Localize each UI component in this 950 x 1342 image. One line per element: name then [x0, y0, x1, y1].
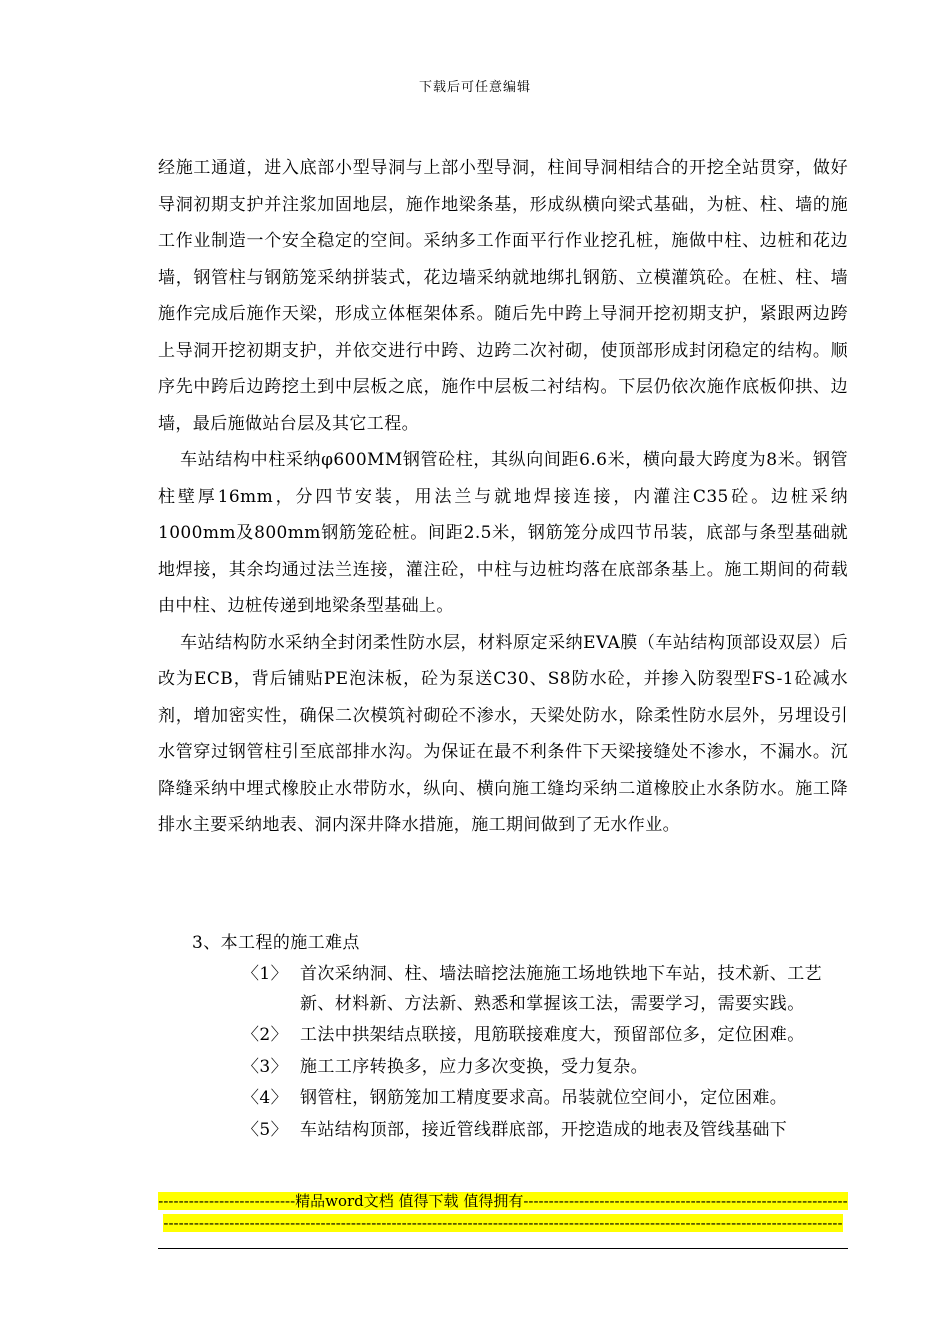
page-header: 下载后可任意编辑: [418, 80, 531, 95]
list-item: [242, 1053, 852, 1083]
list-item-text: 钢管柱，钢筋笼加工精度要求高。吊装就位空间小，定位困难。: [300, 1088, 788, 1108]
list-item: [242, 1116, 852, 1146]
list-item: [242, 960, 852, 1019]
paragraph-continued: 经施工通道，进入底部小型导洞与上部小型导洞，柱间导洞相结合的开挖全站贯穿，做好导洞初期支护并注浆加固地层，施作地梁条基，形成纵横向梁式基础，为桩、柱、墙的施工作业制造一个安全稳定的空间。采纳多工作面平行作业挖孔桩，施做中柱、边桩和花边墙，钢管柱与钢筋笼采纳拼装式，花边墙采纳就地绑扎钢筋、立模灌筑砼。在桩、柱、墙施作完成后施作天梁，形成立体框架体系。随后先中跨上导洞开挖初期支护，紧跟两边跨上导洞开挖初期支护，并依交进行中跨、边跨二次衬砌，使顶部形成封闭稳定的结构。顺序先中跨后边跨挖土到中层板之底，施作中层板二衬结构。下层仍依次施作底板仰拱、边墙，最后施做站台层及其它工程。: [158, 158, 848, 434]
paragraph-waterproofing: 车站结构防水采纳全封闭柔性防水层，材料原定采纳EVA膜（车站结构顶部设双层）后改为ECB，背后铺贴PE泡沫板，砼为泵送C30、S8防水砼，并掺入防裂型FS-1砼减水剂，增加密实性，确保二次模筑衬砌砼不渗水，天梁处防水，除柔性防水层外，另埋设引水管穿过钢管柱引至底部排水沟。为保证在最不利条件下天梁接缝处不渗水，不漏水。沉降缝采纳中埋式橡胶止水带防水，纵向、横向施工缝均采纳二道橡胶止水条防水。施工降排水主要采纳地表、洞内深井降水措施，施工期间做到了无水作业。: [158, 632, 848, 835]
list-item-text: 工法中拱架结点联接，甩筋联接难度大，预留部位多，定位困难。: [300, 1025, 805, 1045]
list-item-text: 首次采纳洞、柱、墙法暗挖法施施工场地铁地下车站，技术新、工艺新、材料新、方法新、熟悉和掌握该工法，需要学习，需要实践。: [300, 964, 822, 1014]
list-item-number: 〈2〉: [242, 1025, 289, 1045]
list-item-number: 〈4〉: [242, 1088, 289, 1108]
footer-banner: [158, 1190, 848, 1234]
body-text: [158, 150, 848, 844]
section-title: 3、本工程的施工难点: [192, 933, 360, 953]
list-item-number: 〈3〉: [242, 1056, 289, 1077]
footer-banner-text: ---------------------------精品word文档 值得下载 值得拥有------------------------------------------------------------------------------------------------------------------------------------------------------------------------------------------------------: [158, 1192, 848, 1232]
paragraph-column-structure: 车站结构中柱采纳φ600MM钢管砼柱，其纵向间距6.6米，横向最大跨度为8米。钢管柱壁厚16mm，分四节安装，用法兰与就地焊接连接，内灌注C35砼。边桩采纳1000mm及800mm钢筋笼砼桩。间距2.5米，钢筋笼分成四节吊装，底部与条型基础就地焊接，其余均通过法兰连接，灌注砼，中柱与边桩均落在底部条基上。施工期间的荷载由中柱、边桩传递到地梁条型基础上。: [158, 450, 848, 616]
footer-divider: [158, 1248, 848, 1249]
list-item-number: 〈1〉: [242, 964, 289, 984]
list-item-text: 车站结构顶部，接近管线群底部，开挖造成的地表及管线基础下: [300, 1119, 788, 1140]
list-item-number: 〈5〉: [242, 1119, 289, 1140]
difficulty-list: [242, 960, 852, 1147]
list-item: [242, 1084, 852, 1114]
list-item: [242, 1021, 852, 1051]
list-item-text: 施工工序转换多，应力多次变换，受力复杂。: [300, 1056, 648, 1077]
